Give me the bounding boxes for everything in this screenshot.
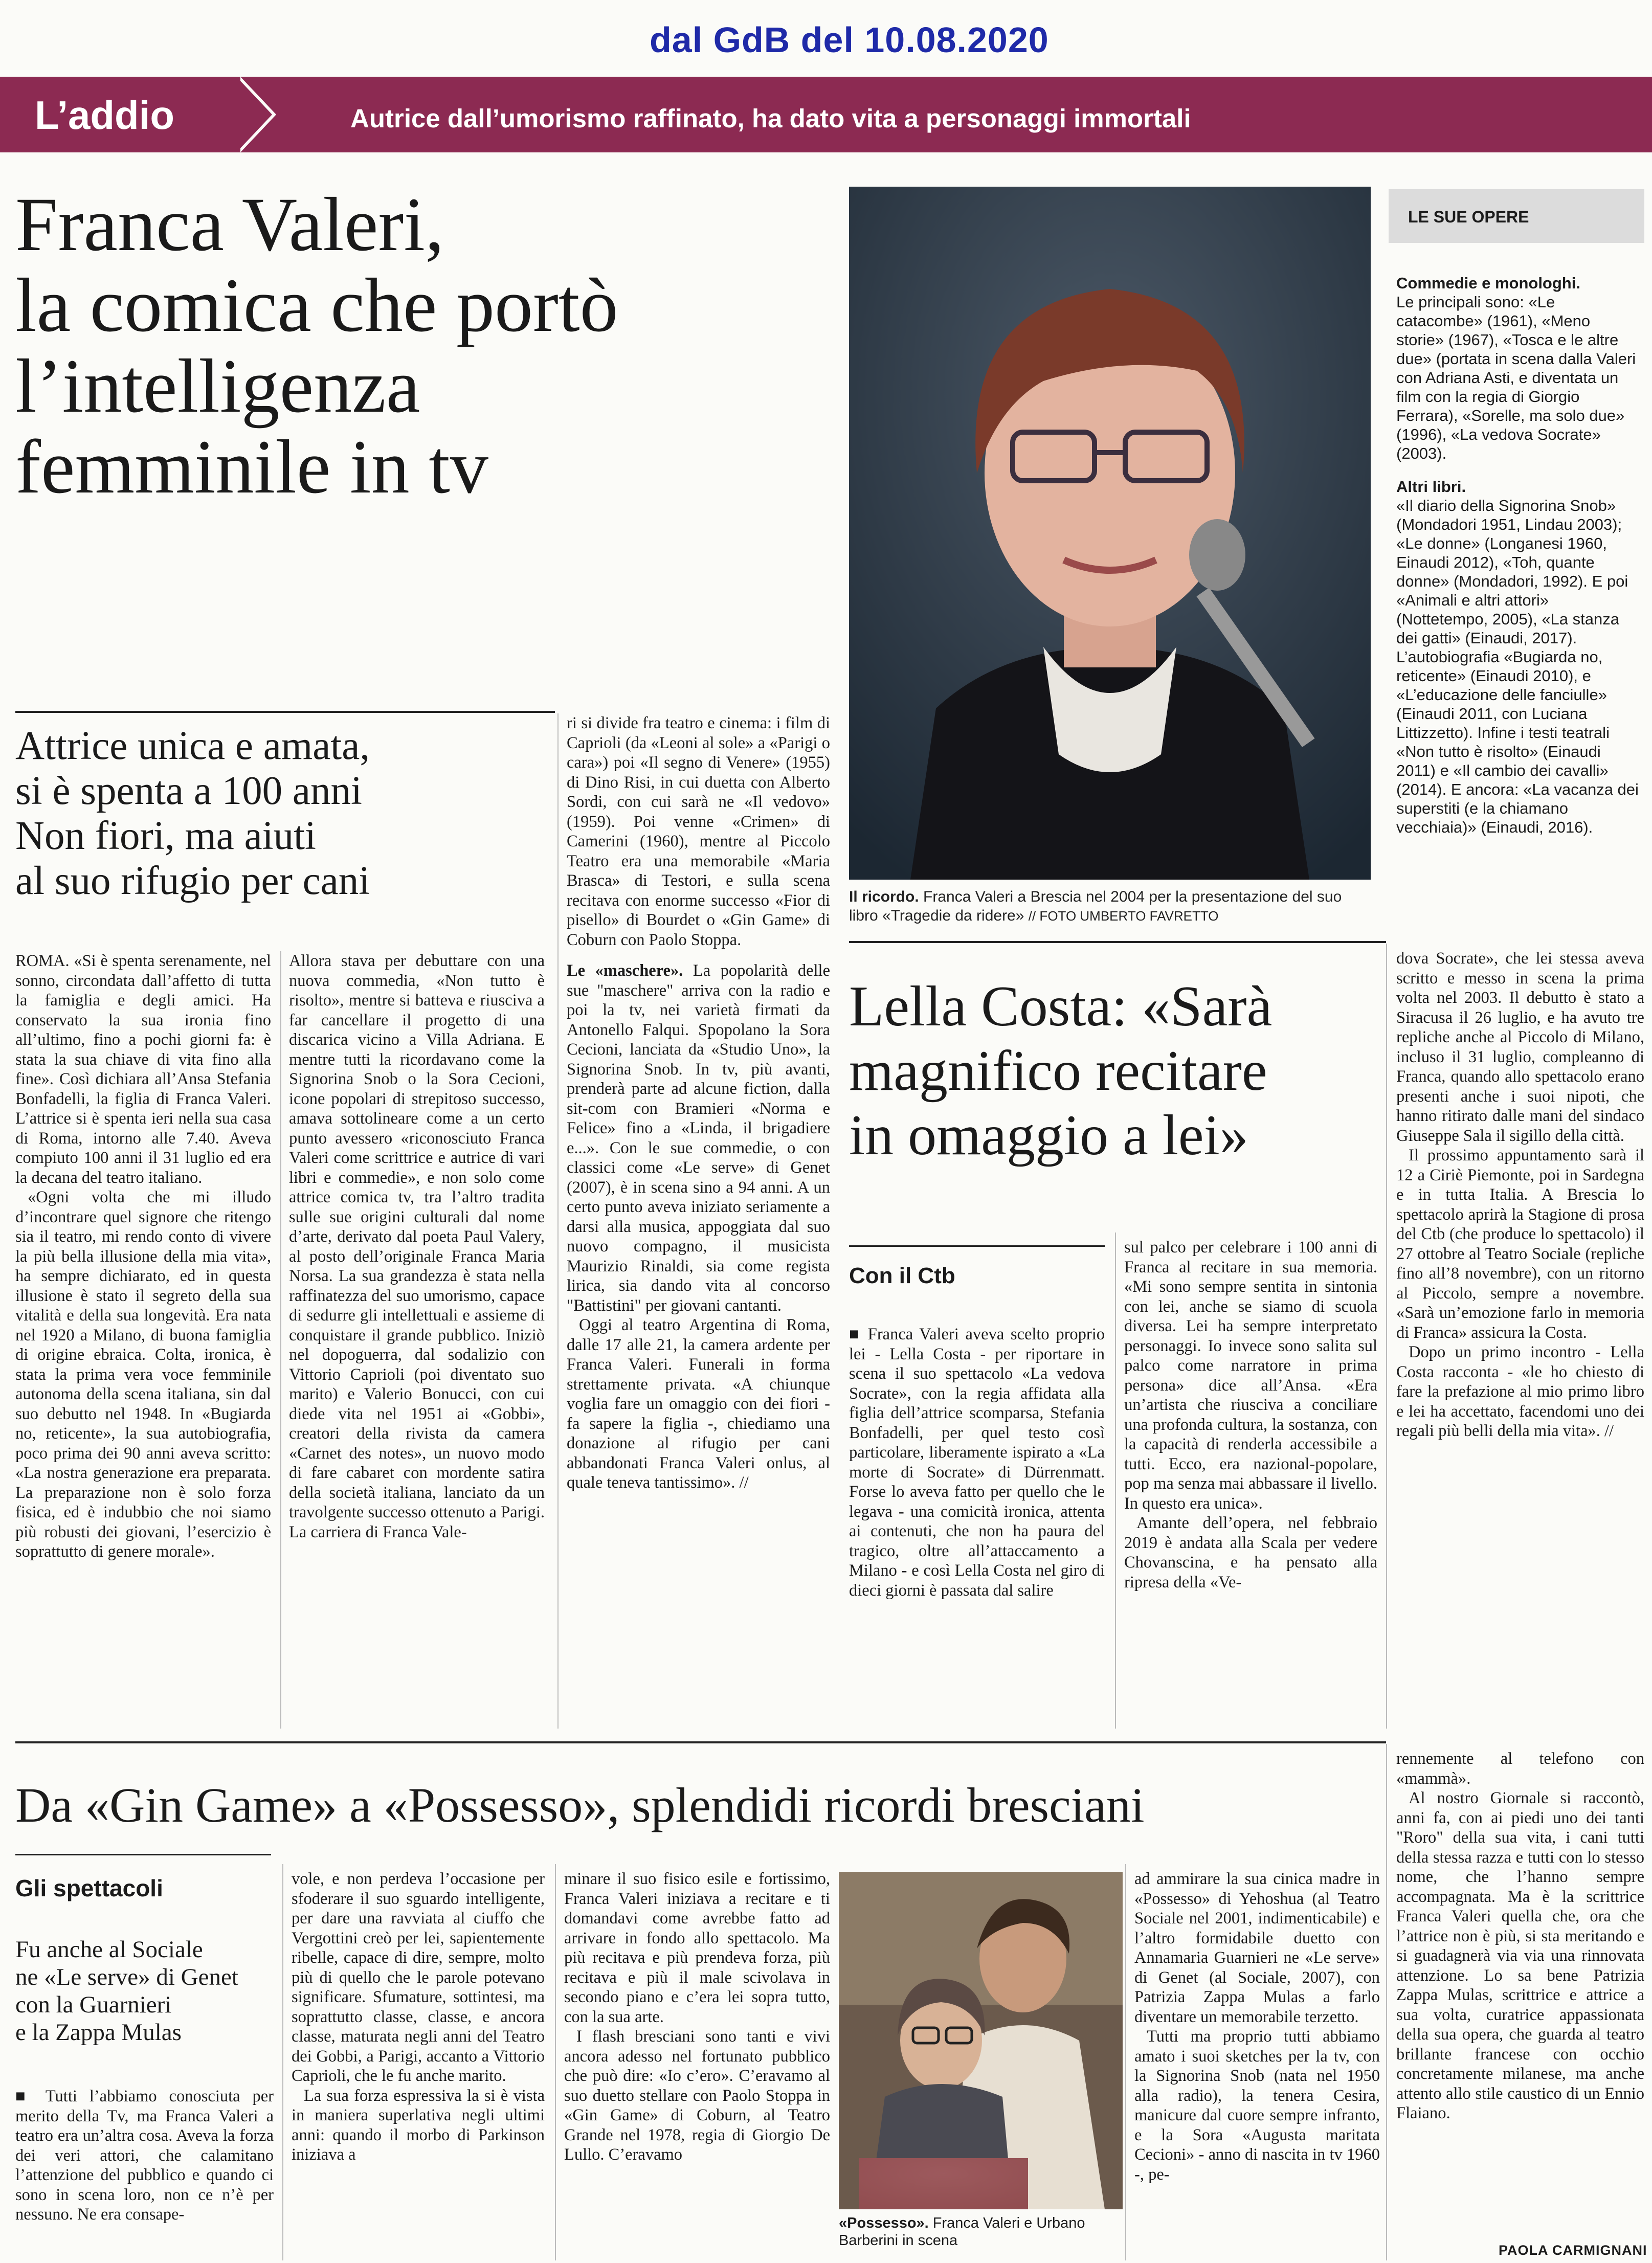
rule (15, 711, 555, 713)
sidebar-title: LE SUE OPERE (1408, 208, 1529, 226)
article3-col3 (564, 1869, 830, 2260)
paragraph: Il prossimo appuntamento sarà il 12 a Ciriè Piemonte, poi in Sardegna e in tutta Italia. A Brescia lo spettacolo aprirà la Stagione di prosa del Ctb (che produce lo spettacolo) il 27 ottobre al Teatro Sociale (repliche fino all’8 novembre), con un ritorno al Piccolo, sempre a novembre. «Sarà un’emozione farlo in memoria di Franca» assicura la Costa. (1396, 1146, 1644, 1342)
article1-col1 (15, 951, 271, 1729)
sidebar-sec2-text: «Il diario della Signorina Snob» (Mondadori 1951, Lindau 2003); «Le donne» (Longanesi 1960, Einaudi 2012), «Toh, quante donne» (Mondadori, 1992). E poi «Animali e altri attori» (Nottetempo, 2005), «La stanza dei gatti» (Einaudi, 2017). L’autobiografia «Bugiarda no, reticente» (Einaudi 2010), e «L’educazione delle fanciulle» (Einaudi 2011, con Luciana Littizzetto). Infine i testi teatrali «Non tutto è risolto» (Einaudi 2011) e «Il cambio dei cavalli» (2014). E ancora: «La vacanza dei superstiti (e la chiamano vecchiaia)» (Einaudi, 2016). (1396, 497, 1639, 836)
column-rule (1386, 944, 1387, 1729)
stage-photo-caption (839, 2214, 1123, 2249)
article1-col2 (289, 951, 545, 1729)
byline: PAOLA CARMIGNANI (1499, 2243, 1647, 2258)
paragraph: «Ogni volta che mi illudo d’incontrare quel signore che ritengo sia il teatro, mi rendo conto di vivere la più bella illusione della mia vita», ha sempre dichiarato, ed in questa illusione è stato il segreto della sua vitalità e della sua longevità. Era nata nel 1920 a Milano, di buona famiglia di origine ebraica. Colta, ironica, è stata la prima vera voce femminile autonoma della scena italiana, sin dal suo debutto nel 1948. In «Bugiarda no, reticente», la sua autobiografia, poco prima dei 90 anni aveva scritto: «La nostra generazione era preparata. La preparazione non è solo forza fisica, ed è indubbio che noi siamo più robusti dei giovani, l’esercizio è soprattutto di genere morale». (15, 1188, 271, 1561)
subheadline-line: Non fiori, ma aiuti (15, 814, 316, 858)
subheadline-line: al suo rifugio per cani (15, 859, 370, 903)
article3-sub (15, 1936, 274, 2046)
column-rule (1115, 1233, 1116, 1729)
column-rule (282, 1864, 283, 2260)
article3-col5 (1396, 1749, 1644, 2240)
rule (849, 1245, 1105, 1247)
article2-headline (849, 974, 1386, 1168)
paragraph: Amante dell’opera, nel febbraio 2019 è andata alla Scala per vedere Chovanscina, e ha pensato alla ripresa della «Ve- (1124, 1514, 1377, 1592)
subheading: Le «maschere». (567, 961, 683, 980)
paragraph: ri si divide fra teatro e cinema: i film di Caprioli (da «Leoni al sole» a «Parigi o cara») poi «Il segno di Venere» (1955) di Dino Risi, in cui duetta con Alberto Sordi, con cui sarà ne «Il vedovo» (1959). Poi venne «Crimen» di Camerini (1960), mentre al Piccolo Teatro era una memorabile «Maria Brasca» di Testori, e sulla scena recitava con enorme successo «Fior di pisello» di Bourdet o «Gin Game» di Coburn con Paolo Stoppa. (567, 714, 830, 949)
headline-line: in omaggio a lei» (849, 1104, 1248, 1167)
sub-line: e la Zappa Mulas (15, 2019, 182, 2046)
headline-line: magnifico recitare (849, 1039, 1267, 1103)
headline-line: la comica che portò (15, 263, 618, 348)
paragraph: Oggi al teatro Argentina di Roma, dalle 17 alle 21, la camera ardente per Franca Valeri. Funerali in forma strettamente privata. «A chiunque voglia fare un omaggio con dei fiori - fa sapere la figlia -, chiediamo una donazione al rifugio per cani abbandonati Franca Valeri onlus, al quale teneva tantissimo». // (567, 1316, 830, 1492)
caption-bold: Il ricordo. (849, 888, 919, 905)
column-rule (557, 713, 559, 1729)
paragraph: Al nostro Giornale si raccontò, anni fa, con ai piedi uno dei tanti "Roro" della sua vita, i cani tutti della stessa razza e tutti con lo stesso nome, che l’hanno sempre accompagnata. Ma è la scrittrice Franca Valeri quella che, ora che l’attrice non è più, si sta meritando e si guadagnerà via via una rinnovata attenzione. Lo sa bene Patrizia Zappa Mulas, scrittrice e attrice a sua volta, curatrice appassionata della sua opera, che guarda al teatro brillante francese con occhio concretamente milanese, ma anche attento allo stile caustico di un Ennio Flaiano. (1396, 1789, 1644, 2122)
portrait-illustration (849, 187, 1371, 880)
paragraph: dova Socrate», che lei stessa aveva scritto e messo in scena la prima volta nel 2003. Il debutto è stato a Siracusa il 26 luglio, e ha avuto tre repliche anche al Piccolo di Milano, incluso il 31 luglio, compleanno di Franca, quando allo spettacolo erano presenti anche i suoi nipoti, che hanno ritirato dalle mani del sindaco Giuseppe Sala il sigillo della città. (1396, 949, 1644, 1145)
paragraph: rennemente al telefono con «mammà». (1396, 1750, 1644, 1788)
paragraph: Allora stava per debuttare con una nuova commedia, «Non tutto è risolto», mentre si batteva e riusciva a far cancellare il progetto di una discarica vicino a Villa Adriana. E mentre tutti la ricordavano come la Signorina Snob o la Sora Cecioni, icone popolari di strepitoso successo, amava sottolineare come a un certo punto avessero «riconosciuto Franca Valeri come scrittrice e autrice di vari libri e commedie», e non solo come attrice comica tv, tra l’altro tradita sulle sue origini culturali dal nome d’arte, derivato dal poeta Paul Valery, al posto dell’originale Franca Maria Norsa. La sua grandezza è stata nella raffinatezza del suo umorismo, capace di sedurre gli intellettuali e assieme di conquistare il grande pubblico. Iniziò nel dopoguerra, dal sodalizio con Vittorio Caprioli (poi diventato suo marito) e Valerio Bonucci, con cui diede vita nel 1951 ai «Gobbi», creatori della rivista da camera «Carnet des notes», un nuovo modo di fare cabaret con mordente satira della società italiana, lanciato da un travolgente successo ottenuto a Parigi. La carriera di Franca Vale- (289, 952, 545, 1541)
column-rule (1125, 1864, 1126, 2260)
article1-col3 (567, 713, 830, 1729)
photo-caption (849, 887, 1371, 926)
article3-col1 (15, 2087, 274, 2260)
caption-text: Franca Valeri a Brescia nel 2004 per la presentazione del suo libro «Tragedie da ridere» (849, 888, 1342, 924)
rule (15, 1741, 1386, 1743)
subheadline (15, 724, 555, 904)
paragraph: minare il suo fisico esile e fortissimo, Franca Valeri iniziava a recitare e ti domandavi come avrebbe fatto ad arrivare in fondo allo spettacolo. Ma più recitava e più prendeva forza, più recitava e più il male scivolava in secondo piano e c’era lei sopra tutto, con la sua arte. (564, 1870, 830, 2026)
column-rule (280, 951, 281, 1729)
sub-line: Fu anche al Sociale (15, 1936, 203, 1963)
paragraph: ad ammirare la sua cinica madre in «Possesso» di Yehoshua (al Teatro Sociale nel 2001, indimenticabile) e l’altro formidabile duetto con Annamaria Guarnieri ne «Le serve» di Genet (al Sociale, 2007), con Patrizia Zappa Mulas a farlo diventare un memorabile terzetto. (1134, 1870, 1380, 2026)
paragraph: La sua forza espressiva la si è vista in maniera superlativa negli ultimi anni: quando il morbo di Parkinson iniziava a (292, 2086, 545, 2164)
caption-bold: «Possesso». (839, 2215, 929, 2231)
article2-kicker: Con il Ctb (849, 1263, 955, 1288)
photo-credit: // FOTO UMBERTO FAVRETTO (1028, 908, 1219, 924)
article2-col3 (1396, 949, 1644, 1729)
subheadline-line: Attrice unica e amata, (15, 724, 370, 768)
banner-arrow-inner (238, 79, 272, 150)
sub-line: ne «Le serve» di Genet (15, 1964, 238, 1990)
paragraph: ■ Tutti l’abbiamo conosciuta per merito della Tv, ma Franca Valeri a teatro era un’altra cosa. Aveva la forza dei veri attori, che calamitano l’attenzione del pubblico e quando ci sono in scena loro, non ce n’è per nessuno. Ne era consape- (15, 2087, 274, 2224)
article3-kicker: Gli spettacoli (15, 1875, 163, 1901)
banner-tagline: Autrice dall’umorismo raffinato, ha dato vita a personaggi immortali (350, 104, 1191, 133)
paragraph: vole, e non perdeva l’occasione per sfoderare il suo sguardo intelligente, per dare una ravviata al ciuffo che Vergottini creò per lei, sapientemente ribelle, capace di dire, sempre, molto più di quello che le parole potevano significare. Sfumature, sottintesi, ma soprattutto classe, classe, e ancora classe, maturata negli anni del Teatro dei Gobbi, a Parigi, accanto a Vittorio Caprioli, che le fu anche marito. (292, 1870, 545, 2085)
rule (849, 941, 1386, 943)
paragraph: sul palco per celebrare i 100 anni di Franca al recitare in sua memoria. «Mi sono sempre sentita in sintonia con lei, anche se siamo di scuola diversa. Lei ha sempre interpretato personaggi. Io invece sono salita sul palco come narratore in prima persona» dice all’Ansa. «Era un’artista che riusciva a conciliare una profonda cultura, la sostanza, con la capacità di renderla accessibile a tutti. Ecco, era nazional-popolare, pop ma senza mai abbassare il livello. In questo era unica». (1124, 1238, 1377, 1513)
article2-col1 (849, 1325, 1105, 1729)
main-headline (15, 184, 813, 507)
section-banner (0, 77, 1652, 152)
headline-line: l’intelligenza (15, 344, 420, 429)
headline-line: Franca Valeri, (15, 182, 444, 267)
article3-col2 (292, 1869, 545, 2260)
article3-col4 (1134, 1869, 1380, 2260)
column-rule (555, 1864, 556, 2260)
clipping-source-note: dal GdB del 10.08.2020 (650, 20, 1049, 60)
rule (15, 1854, 271, 1855)
paragraph: La popolarità delle sue "maschere" arriva con la radio e poi la tv, nei varietà firmati da Antonello Falqui. Spopolano la Sora Cecioni, lanciata da «Studio Uno», la Signorina Snob. In tv, più avanti, prenderà parte ad alcune fiction, dalla sit-com con Bramieri «Norma e Felice» fino a «Linda, il brigadiere e...». Con le sue commedie, o con classici come «Le serve» di Genet (2007), è in scena sino a 94 anni. A un certo punto aveva iniziato seriamente a darsi alla musica, appoggiata dal suo nuovo compagno, il musicista Maurizio Rinaldi, sia come regista lirica, sia dando vita al concorso "Battistini" per giovani cantanti. (567, 961, 830, 1315)
subheadline-line: si è spenta a 100 anni (15, 769, 362, 813)
caption-text: Franca Valeri e Urbano Barberini in scena (839, 2215, 1085, 2249)
portrait-photo (849, 187, 1371, 880)
headline-line: femminile in tv (15, 424, 488, 509)
paragraph: ■ Franca Valeri aveva scelto proprio lei - Lella Costa - per riportare in scena il suo spettacolo «La vedova Socrate», con la regia affidata alla figlia dell’attrice scomparsa, Stefania Bonfadelli, per quel testo così particolare, liberamente ispirato a «La morte di Socrate» di Dürrenmatt. Forse lo aveva fatto per quello che le legava - una comicità ironica, attenta ai contenuti, che non ha paura del tragico, oltre all’attaccamento a Milano - e così Lella Costa nel giro di dieci giorni è passata dal salire (849, 1325, 1105, 1600)
sidebar-header (1389, 189, 1644, 243)
stage-photo (839, 1872, 1123, 2209)
sub-line: con la Guarnieri (15, 1991, 172, 2018)
paragraph: Dopo un primo incontro - Lella Costa racconta - «le ho chiesto di fare la prefazione al mio primo libro e lei ha accettato, facendomi uno dei regali più belli della mia vita». // (1396, 1343, 1644, 1440)
paragraph: ROMA. «Si è spenta serenamente, nel sonno, circondata dall’affetto di tutta la famiglia e degli amici. Ha conservato la sua ironia fino all’ultimo, fino a pochi giorni fa: è stata la sua chiave di vita fino alla fine». Così dichiara all’Ansa Stefania Bonfadelli, la figlia di Franca Valeri. L’attrice si è spenta ieri nella sua casa di Roma, intorno alle 7.40. Aveva compiuto 100 anni il 31 luglio ed era la decana del teatro italiano. (15, 952, 271, 1187)
sidebar-body (1396, 274, 1642, 837)
article3-headline: Da «Gin Game» a «Possesso», splendidi ricordi bresciani (15, 1778, 1145, 1832)
banner-tag: L’addio (35, 93, 174, 138)
article2-col2 (1124, 1238, 1377, 1729)
paragraph: I flash bresciani sono tanti e vivi ancora adesso nel fortunato pubblico che può dire: «Io c’ero». C’eravamo al suo duetto stellare con Paolo Stoppa in «Gin Game» di Coburn, al Teatro Grande nel 1978, regia di Giorgio De Lullo. C’eravamo (564, 2027, 830, 2164)
sidebar-sec2-title: Altri libri. (1396, 478, 1466, 496)
stage-illustration (839, 1872, 1123, 2209)
sidebar-sec1-text: Le principali sono: «Le catacombe» (1961), «Meno storie» (1967), «Tosca e le altre due» (portata in scena dalla Valeri con Adriana Asti, e diventata un film con la regia di Giorgio Ferrara), «Sorelle, ma solo due» (1996), «La vedova Socrate» (2003). (1396, 293, 1636, 462)
paragraph: Tutti ma proprio tutti abbiamo amato i suoi sketches per la tv, con la Signorina Snob (nata nel 1950 alla radio), la tenera Cesira, manicure dal cuore sempre infranto, e la Sora «Augusta maritata Cecioni» - anno di nascita in tv 1960 -, pe- (1134, 2027, 1380, 2184)
column-rule (1386, 1744, 1387, 2260)
sidebar-sec1-title: Commedie e monologhi. (1396, 274, 1580, 292)
headline-line: Lella Costa: «Sarà (849, 975, 1273, 1038)
